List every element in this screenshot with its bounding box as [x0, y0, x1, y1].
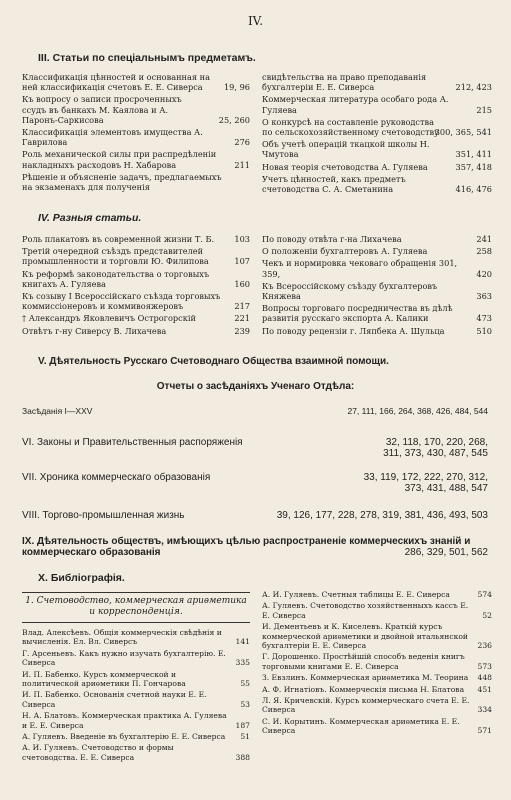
- section-5-title: V. Дѣятельность Русскаго Счетоводнаго Общества взаимной помощи.: [38, 356, 389, 367]
- toc-entry-page: 212, 423: [455, 82, 492, 93]
- toc-entry-page: 25, 260: [218, 114, 250, 125]
- toc-entry-title: Л. Я. Кричевскій. Курсъ коммерческаго счета Е. Е. Сиверса: [262, 696, 470, 715]
- toc-entry-title: свидѣтельства на право преподаванія бухгалтеріи Е. Е. Сиверса: [262, 72, 427, 93]
- toc-entry-page: 160: [234, 278, 250, 289]
- toc-entry-title: С. И. Корытинъ. Коммерческая ариѳметика Е. Е. Сиверса: [262, 716, 460, 736]
- toc-entry-title: А. И. Гуляевъ. Счетоводство и формы счетоводства. Е. Е. Сиверса: [22, 743, 174, 762]
- toc-entry-title: Г. Арсеньевъ. Какъ нужно изучать бухгалтерію. Е. Сиверса: [22, 648, 226, 668]
- toc-entry: [262, 72, 492, 92]
- toc-entry-title: О конкурсѣ на составленіе руководства по сельскохозяйственному счетоводству: [262, 116, 439, 138]
- section-9-pages: 286, 329, 501, 562: [404, 547, 488, 558]
- toc-entry-title: А. И. Гуляевъ. Счетныя таблицы Е. Е. Сиверса: [262, 590, 450, 599]
- toc-entry: [22, 291, 250, 311]
- toc-entry-page: 215: [476, 104, 492, 115]
- toc-entry-page: 211: [234, 159, 250, 170]
- toc-entry-title: Къ созыву I Всероссійскаго съѣзда торговыхъ коммиссіонеровъ и коммивояжеровъ: [22, 291, 221, 312]
- toc-entry-title: Къ реформѣ законодательства о торговыхъ книгахъ А. Гуляева: [22, 268, 210, 289]
- toc-entry: [22, 313, 250, 323]
- toc-entry: [262, 326, 492, 336]
- toc-entry: [22, 649, 250, 668]
- toc-entry-page: 416, 476: [455, 184, 492, 195]
- section-3-left-column: [22, 72, 250, 194]
- toc-entry: [262, 117, 492, 137]
- toc-entry-title: Объ учетѣ операцій ткацкой школы Н. Чмутова: [262, 139, 430, 160]
- toc-entry-page: 573: [477, 661, 492, 671]
- toc-entry-page: 107: [234, 256, 250, 267]
- toc-entry-page: 187: [235, 720, 250, 730]
- toc-entry-title: И. Дементьевъ и К. Киселевъ. Краткій курсъ коммерческой ариѳметики и двойной итальянской бухгалтеріи Е. Е. Сиверса: [262, 622, 468, 651]
- toc-entry-title: З. Евзлинъ. Коммерческая ариѳметика М. Теорина: [262, 673, 469, 683]
- section-9: [22, 536, 488, 558]
- toc-entry: [262, 601, 492, 620]
- toc-entry: [22, 743, 250, 762]
- page-number: IV.: [247, 14, 264, 28]
- toc-entry-title: А. Гуляевъ. Введеніе въ бухгалтерію Е. Е. Сиверса: [22, 732, 226, 742]
- toc-entry-title: И. П. Бабенко. Основанія счетной науки Е. Е. Сиверса: [22, 690, 207, 709]
- section-7-title: VII. Хроника коммерческаго образованія: [22, 472, 211, 483]
- toc-entry: [262, 174, 492, 194]
- toc-entry-page: 258: [476, 246, 492, 257]
- toc-entry-page: 448: [477, 673, 492, 683]
- toc-entry-page: 451: [477, 684, 492, 694]
- toc-entry: [262, 258, 492, 278]
- toc-entry: [22, 172, 250, 192]
- toc-entry-title: Роль механической силы при распредѣленіи накладныхъ расходовъ Н. Хабарова: [22, 149, 217, 170]
- toc-entry-title: Вопросы торговаго посредничества въ дѣлѣ развитія русскаго экспорта А. Калики: [262, 303, 453, 324]
- section-8-pages: 39, 126, 177, 228, 278, 319, 381, 436, 493, 503: [276, 510, 488, 521]
- toc-entry-page: 239: [234, 325, 250, 336]
- section-7: [22, 472, 488, 494]
- toc-entry: [262, 673, 492, 682]
- toc-entry: [22, 326, 250, 336]
- toc-entry-title: Къ вопросу о записи просроченныхъ ссудъ въ банкахъ М. Каялова и А. Паронъ-Саркисова: [22, 94, 182, 125]
- toc-entry: [262, 717, 492, 736]
- toc-entry: [262, 622, 492, 650]
- toc-entry-title: Коммерческая литература особаго рода А. Гуляева: [262, 94, 449, 115]
- toc-entry: [22, 269, 250, 289]
- toc-entry-page: 141: [235, 637, 250, 647]
- toc-entry: [22, 234, 250, 244]
- toc-entry-title: Новая теорія счетоводства А. Гуляева: [262, 161, 428, 172]
- section-8: [22, 510, 488, 521]
- toc-entry-page: 276: [234, 137, 250, 148]
- toc-entry-title: Къ Всероссійскому съѣзду бухгалтеровъ Княжева: [262, 280, 438, 302]
- section-10-right-column: [262, 590, 492, 738]
- section-3-right-column: [262, 72, 492, 196]
- toc-entry: [262, 696, 492, 715]
- toc-entry-page: 55: [240, 679, 250, 689]
- section-7-pages-1: 33, 119, 172, 222, 270, 312,: [363, 472, 488, 483]
- toc-entry: [22, 149, 250, 169]
- toc-entry-title: Роль плакатовъ въ современной жизни Т. Б.: [22, 234, 215, 244]
- section-4-left-column: [22, 234, 250, 338]
- section-5-sessions-line: [22, 406, 488, 416]
- toc-entry-page: 103: [234, 234, 250, 244]
- toc-entry-title: Чекъ и нормировка чековаго обращенія 301, 359,: [262, 258, 458, 279]
- toc-entry-title: Классификація элементовъ имущества А. Гаврилова: [22, 127, 203, 148]
- toc-entry-page: 241: [476, 234, 492, 244]
- toc-entry-title: Влад. Алексѣевъ. Общія коммерческія свѣдѣнія и вычисленія. Ел. Вл. Сиверсъ: [22, 628, 222, 647]
- toc-entry: [262, 246, 492, 256]
- toc-entry-page: 221: [234, 313, 250, 324]
- toc-entry: [262, 685, 492, 694]
- sessions-label: Засѣданія I—XXV: [22, 406, 93, 416]
- toc-entry-title: По поводу отвѣта г-на Лихачева: [262, 234, 402, 244]
- section-6-pages-1: 32, 118, 170, 220, 268,: [385, 437, 488, 448]
- toc-entry: [262, 94, 492, 114]
- toc-entry-page: 51: [240, 732, 250, 742]
- section-5-subtitle: Отчеты о засѣданіяхъ Ученаго Отдѣла:: [156, 381, 355, 392]
- toc-entry-page: 300, 365, 541: [434, 127, 492, 138]
- section-6-pages-2: 311, 373, 430, 487, 545: [383, 448, 488, 459]
- toc-entry-title: Н. А. Блатовъ. Коммерческая практика А. Гуляева и Е. Е. Сиверса: [22, 711, 227, 730]
- toc-entry-page: 217: [234, 301, 250, 312]
- toc-entry: [22, 127, 250, 147]
- toc-entry-page: 19, 96: [223, 82, 250, 93]
- toc-entry-page: 236: [477, 641, 492, 651]
- divider: [22, 622, 250, 623]
- toc-entry-page: 574: [477, 590, 492, 599]
- section-10-subtitle: 1. Счетоводство, коммерческая ариѳметика и корреспонденція.: [25, 596, 247, 617]
- toc-entry-page: 335: [235, 658, 250, 668]
- section-6: [22, 437, 488, 459]
- toc-entry: [22, 94, 250, 125]
- toc-entry-page: 52: [482, 610, 492, 620]
- section-9-title: IX. Дѣятельность обществъ, имѣющихъ цѣлью распространеніе коммерческихъ знаній и коммерческаго образованія: [22, 536, 471, 558]
- toc-entry: [22, 628, 250, 647]
- toc-entry-page: 420: [476, 268, 492, 279]
- toc-entry-title: И. П. Бабенко. Курсъ коммерческой и политической ариѳметики П. Гончарова: [22, 669, 186, 689]
- section-4-right-column: [262, 234, 492, 338]
- toc-entry-title: Рѣшеніе и объясненіе задачъ, предлагаемыхъ на экзаменахъ для полученія: [22, 171, 222, 193]
- divider: [22, 592, 250, 593]
- toc-entry: [22, 72, 250, 92]
- toc-entry-title: Третій очередной съѣздъ представителей промышленности и торговли Ю. Филипова: [22, 246, 209, 267]
- toc-entry-page: 351, 411: [455, 149, 492, 160]
- toc-entry-title: † Александръ Яковлевичъ Острогорскій: [22, 313, 196, 324]
- toc-entry-title: Отвѣтъ г-ну Сиверсу В. Лихачева: [22, 325, 167, 336]
- section-7-pages-2: 373, 431, 488, 547: [404, 483, 488, 494]
- toc-entry: [262, 652, 492, 671]
- toc-entry-page: 388: [235, 752, 250, 762]
- toc-entry: [22, 670, 250, 689]
- sessions-pages: 27, 111, 166, 264, 368, 426, 484, 544: [347, 406, 488, 416]
- toc-entry: [22, 711, 250, 730]
- toc-entry-page: 510: [476, 325, 492, 336]
- toc-entry: [262, 303, 492, 323]
- section-8-title: VIII. Торгово-промышленная жизнь: [22, 510, 185, 521]
- toc-entry: [262, 234, 492, 244]
- toc-entry-title: А. Гуляевъ. Счетоводство хозяйственныхъ кассъ Е. Е. Сиверса: [262, 601, 469, 620]
- toc-entry-title: Г. Дорошенко. Простѣйшій способъ веденія книгъ торговыми книгами Е. Е. Сиверса: [262, 652, 465, 671]
- toc-entry-page: 357, 418: [455, 161, 492, 172]
- toc-entry-page: 571: [477, 726, 492, 736]
- toc-entry-title: А. Ф. Игнатіовъ. Коммерческія письма Н. Блатова: [262, 684, 465, 694]
- toc-entry-page: 53: [240, 699, 250, 709]
- toc-entry-title: Учетъ цѣнностей, какъ предметъ счетоводства С. А. Сметанина: [262, 173, 406, 195]
- toc-entry: [262, 590, 492, 599]
- section-10-title: X. Библіографія.: [38, 572, 125, 584]
- toc-entry-title: Классификація цѣнностей и основанная на ней классификація счетовъ Е. Е. Сиверса: [22, 72, 210, 93]
- section-4-title: IV. Разныя статьи.: [38, 212, 142, 224]
- toc-entry-page: 334: [477, 705, 492, 715]
- toc-entry-title: О положеніи бухгалтеровъ А. Гуляева: [262, 246, 428, 257]
- toc-entry-page: 363: [476, 291, 492, 302]
- toc-entry: [22, 732, 250, 741]
- toc-entry: [262, 281, 492, 301]
- toc-entry: [22, 690, 250, 709]
- section-6-title: VI. Законы и Правительственныя распоряженія: [22, 437, 243, 448]
- section-10-left-column: [22, 628, 250, 764]
- toc-entry: [22, 246, 250, 266]
- section-3-title: III. Статьи по спеціальнымъ предметамъ.: [38, 52, 256, 64]
- toc-entry-title: По поводу рецензіи г. Ляпбека А. Шульца: [262, 325, 445, 336]
- toc-entry: [262, 162, 492, 172]
- toc-entry: [262, 139, 492, 159]
- toc-entry-page: 473: [476, 313, 492, 324]
